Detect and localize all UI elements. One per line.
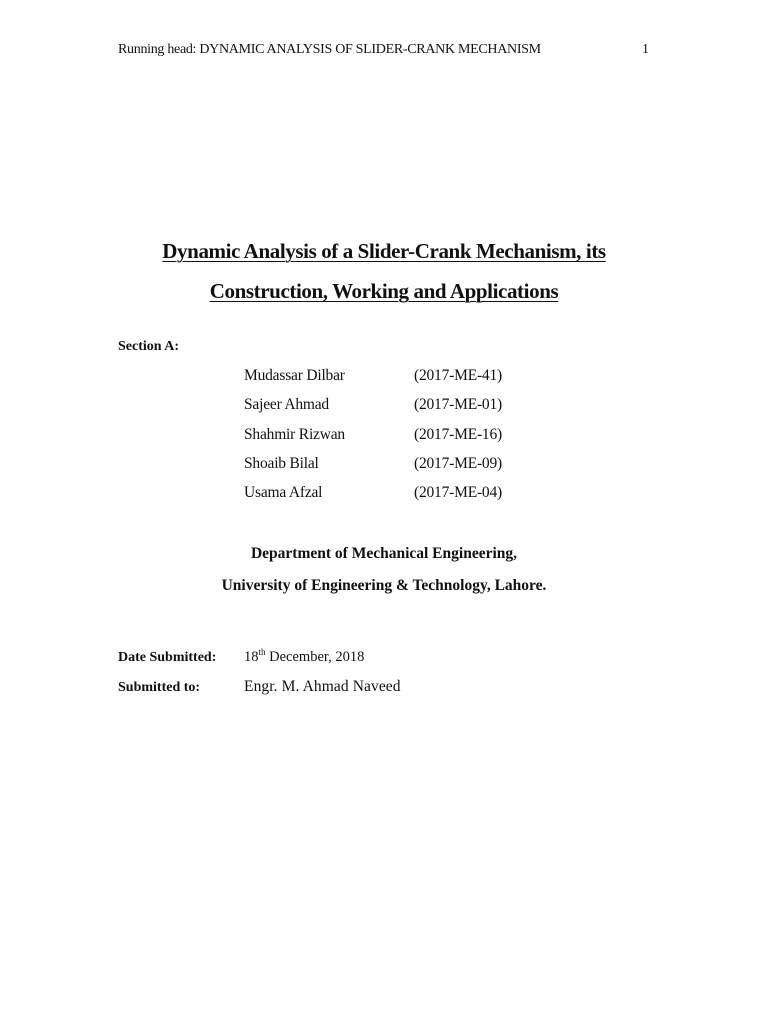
member-row <box>244 453 604 482</box>
title-line-1: Dynamic Analysis of a Slider-Crank Mechanism, its <box>162 239 606 263</box>
member-id: (2017-ME-16) <box>414 425 502 443</box>
member-name: Shahmir Rizwan <box>244 425 345 443</box>
member-name: Shoaib Bilal <box>244 454 319 472</box>
member-row <box>244 365 604 394</box>
date-month-year: December, 2018 <box>265 649 365 665</box>
section-label: Section A: <box>118 339 180 354</box>
university-name: University of Engineering & Technology, Lahore. <box>221 577 547 594</box>
member-row <box>244 394 604 423</box>
affiliation-block <box>60 538 708 602</box>
department-name: Department of Mechanical Engineering, <box>250 545 518 562</box>
submitted-to-label: Submitted to: <box>118 680 201 695</box>
date-ordinal-suffix: th <box>258 647 266 657</box>
date-submitted-row <box>118 649 638 678</box>
member-id: (2017-ME-09) <box>414 454 502 472</box>
member-id: (2017-ME-04) <box>414 484 502 502</box>
submitted-to-value: Engr. M. Ahmad Naveed <box>244 678 401 695</box>
submitted-to-row <box>118 678 638 707</box>
submission-info <box>118 649 638 707</box>
member-name: Usama Afzal <box>244 484 323 502</box>
date-submitted-label: Date Submitted: <box>118 650 217 665</box>
document-title <box>60 231 708 311</box>
member-row <box>244 482 604 511</box>
title-line-2: Construction, Working and Applications <box>209 279 559 303</box>
member-row <box>244 424 604 453</box>
member-name: Sajeer Ahmad <box>244 396 329 414</box>
member-id: (2017-ME-41) <box>414 367 502 384</box>
date-submitted-value <box>244 649 364 666</box>
date-day: 18 <box>244 649 259 665</box>
member-id: (2017-ME-01) <box>414 396 502 414</box>
page-number: 1 <box>642 42 649 57</box>
member-list <box>244 365 604 511</box>
running-head: Running head: DYNAMIC ANALYSIS OF SLIDER-CRANK MECHANISM <box>118 42 541 57</box>
member-name: Mudassar Dilbar <box>244 367 345 384</box>
